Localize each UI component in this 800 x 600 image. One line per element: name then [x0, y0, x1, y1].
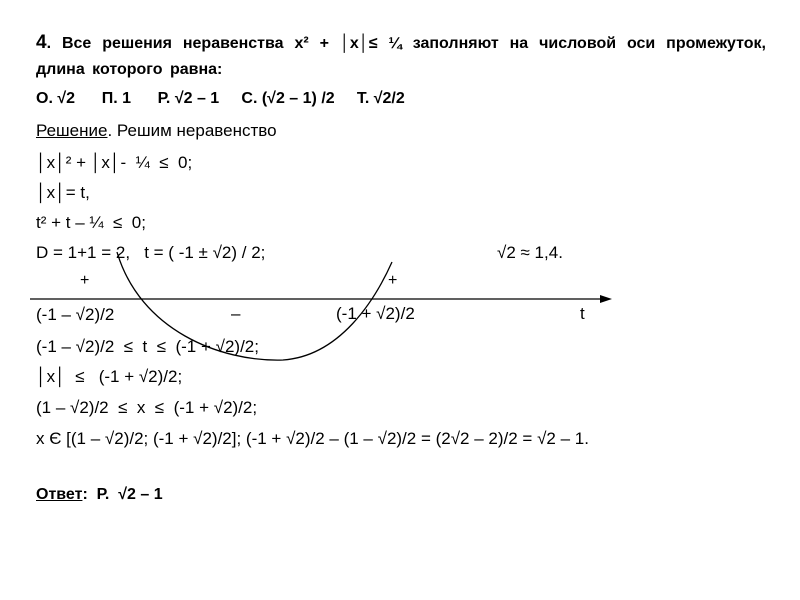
solution-line-4: D = 1+1 = 2, t = ( -1 ± √2) / 2; [36, 243, 266, 262]
answer-line [36, 486, 163, 504]
task-number: 4 [36, 32, 47, 53]
solution-line-5: (-1 – √2)/2 ≤ t ≤ (-1 + √2)/2; [36, 337, 259, 356]
solution-intro: . Решим неравенство [107, 121, 277, 140]
minus-sign-middle: – [231, 304, 241, 323]
solution-line-7: (1 – √2)/2 ≤ x ≤ (-1 + √2)/2; [36, 398, 258, 417]
solution-line-3: t² + t – ¼ ≤ 0; [36, 213, 146, 232]
plus-sign-right: + [388, 272, 398, 289]
axis-variable-label: t [580, 304, 585, 323]
answer-value: : Р. √2 – 1 [82, 486, 163, 503]
axis-root-left: (-1 – √2)/2 [36, 305, 115, 324]
solution-line-2: │x│= t, [36, 183, 90, 202]
plus-sign-left: + [80, 272, 90, 289]
answer-options: О. √2 П. 1 Р. √2 – 1 С. (√2 – 1) /2 Т. √2/2 [36, 90, 405, 107]
solution-title: Решение [36, 121, 108, 140]
task-text: . Все решения неравенства x² + │x│≤ ¼ заполняют на числовой оси промежуток, длина которого равна: [36, 35, 766, 78]
axis-root-right: (-1 + √2)/2 [336, 304, 415, 323]
solution-line-8: x Є [(1 – √2)/2; (-1 + √2)/2]; (-1 + √2)/2 – (1 – √2)/2 = (2√2 – 2)/2 = √2 – 1. [36, 429, 589, 448]
solution-line-1: │x│² + │x│- ¼ ≤ 0; [36, 153, 193, 172]
solution-line-6: │x│ ≤ (-1 + √2)/2; [36, 367, 183, 386]
axis-arrow-icon [600, 295, 612, 303]
sqrt-approx: √2 ≈ 1,4. [497, 243, 563, 262]
answer-label: Ответ [36, 486, 83, 503]
